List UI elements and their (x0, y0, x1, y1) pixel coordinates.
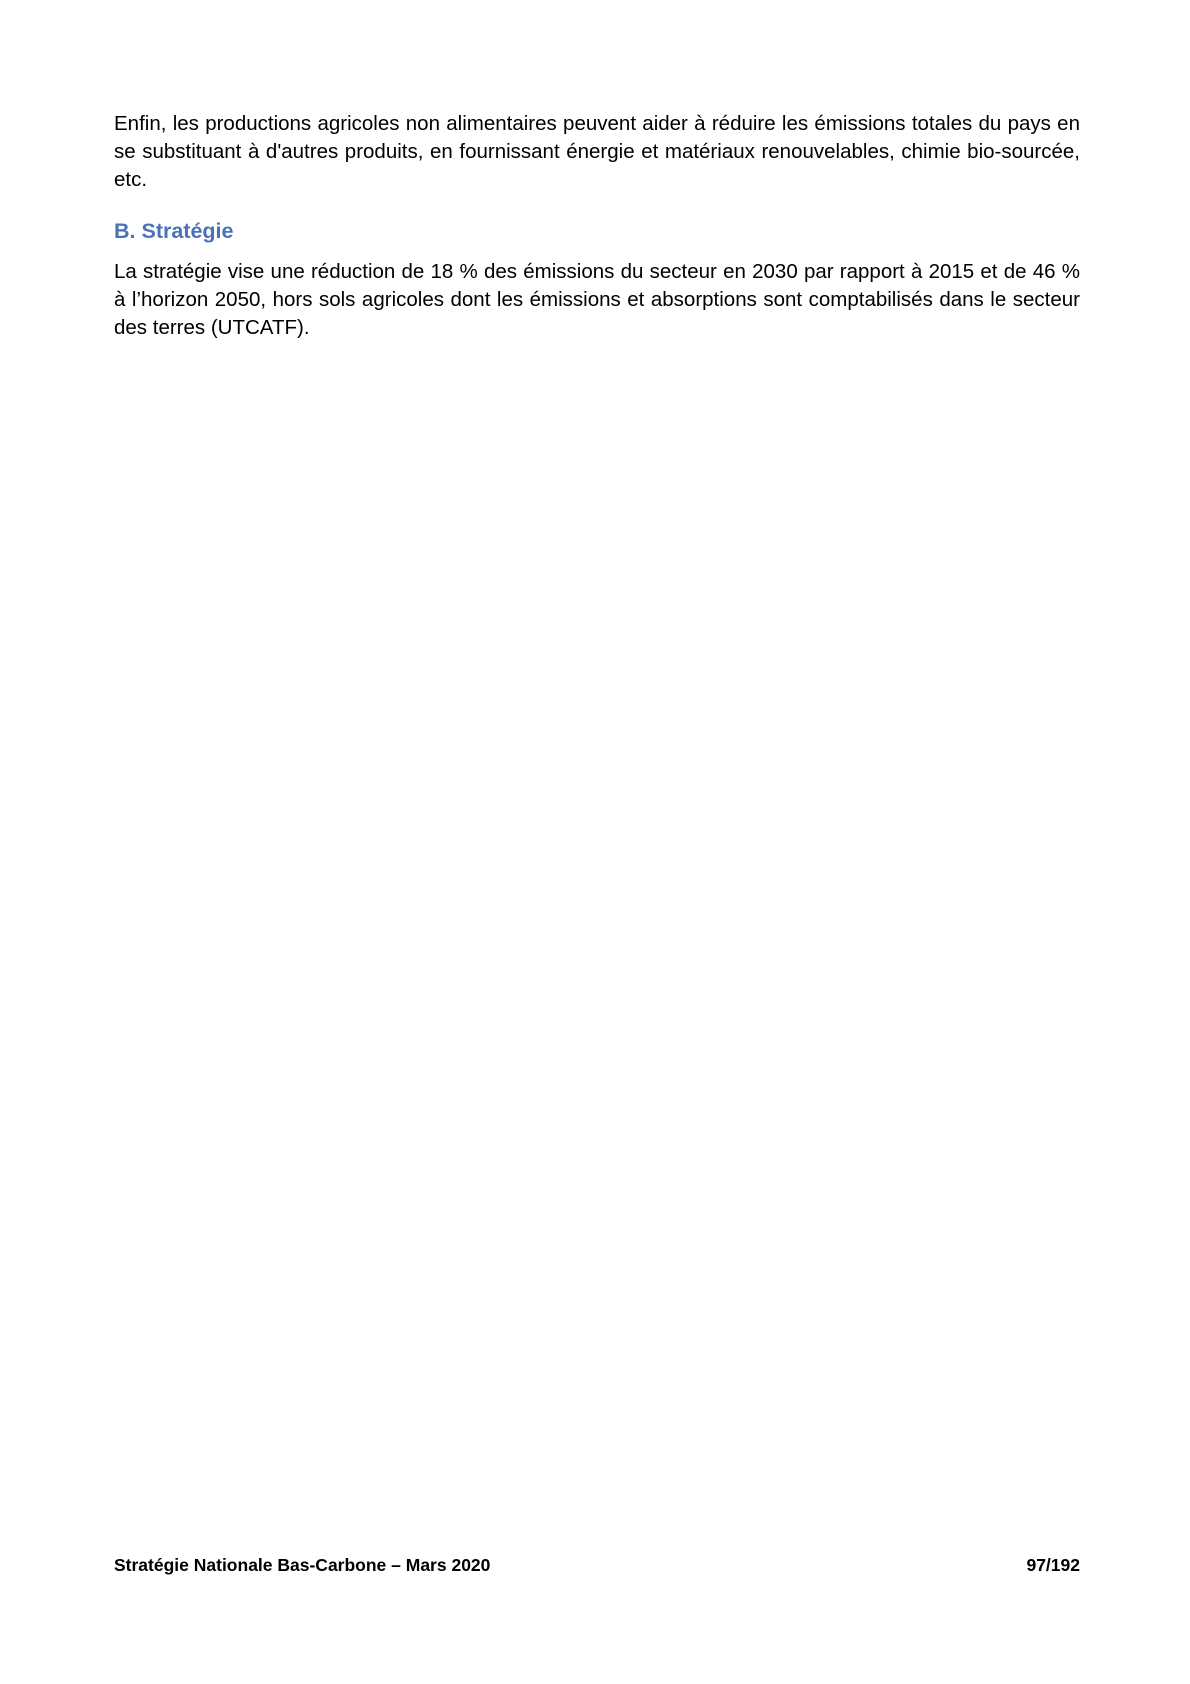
page-content (114, 110, 1080, 342)
strategy-paragraph: La stratégie vise une réduction de 18 % des émissions du secteur en 2030 par rapport à 2015 et de 46 % à l’horizon 2050, hors sols agricoles dont les émissions et absorptions sont comptabilisés dans le secteur des terres (UTCATF). (114, 260, 1080, 339)
intro-paragraph: Enfin, les productions agricoles non alimentaires peuvent aider à réduire les émissions totales du pays en se substituant à d'autres produits, en fournissant énergie et matériaux renouvelables, chimie bio-sourcée, etc. (114, 112, 1080, 191)
footer-document-title: Stratégie Nationale Bas-Carbone – Mars 2020 (114, 1555, 491, 1575)
page-footer (114, 1553, 1080, 1577)
footer-page-number: 97/192 (1026, 1555, 1080, 1575)
section-heading: B. Stratégie (114, 219, 234, 243)
